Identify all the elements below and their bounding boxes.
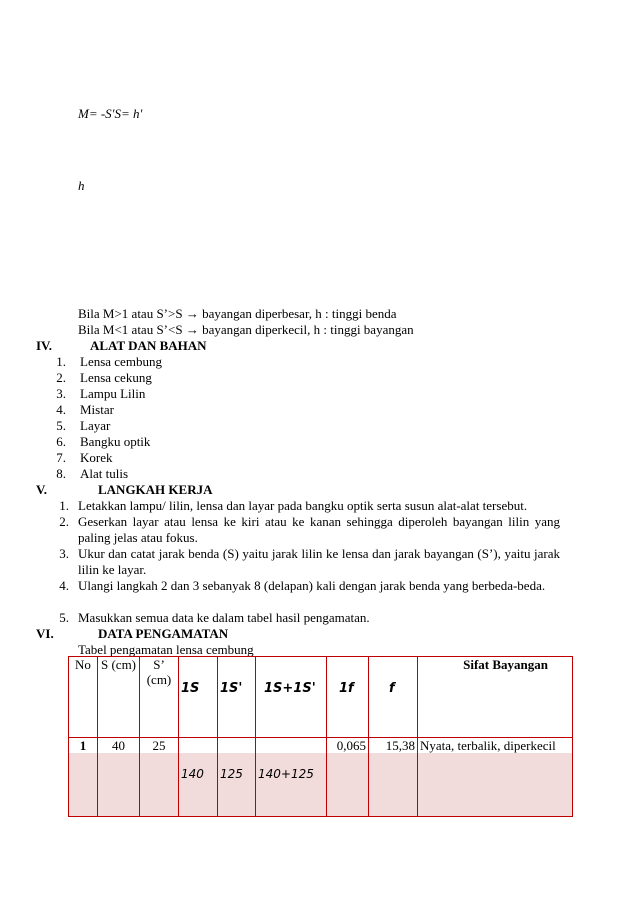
step-item: Letakkan lampu/ lilin, lensa dan layar pada bangku optik serta susun alat-alat tersebut.: [78, 498, 528, 513]
header-sum: 1S+1S': [256, 657, 327, 738]
cell-sifat: Nyata, terbalik, diperkecil: [418, 738, 573, 754]
list-item: Korek: [80, 450, 113, 465]
list-item: Lensa cekung: [80, 370, 152, 385]
cell-f: 15,38: [369, 738, 418, 754]
header-sifat: Sifat Bayangan: [418, 657, 573, 738]
step-item: Ulangi langkah 2 dan 3 sebanyak 8 (delapan) kali dengan jarak benda yang berbeda-beda.: [78, 578, 546, 593]
cell-s: 40: [98, 738, 140, 754]
section-iv-title: ALAT DAN BAHAN: [90, 338, 207, 353]
step-item: Ukur dan catat jarak benda (S) yaitu jarak lilin ke lensa dan jarak bayangan (S’), yaitu jarak lilin ke layar.: [78, 546, 560, 577]
step-number: 5.: [59, 610, 69, 625]
cell-no: 1: [69, 738, 98, 754]
observation-table: [68, 656, 573, 817]
header-no: No: [69, 657, 98, 738]
cell-inv-s: 140: [179, 753, 218, 817]
section-v-numeral: V.: [36, 482, 47, 497]
list-item: Lensa cembung: [80, 354, 162, 369]
cell-blank: [218, 738, 256, 754]
cell-inv-s-prime: 125: [218, 753, 256, 817]
cell-blank: [179, 738, 218, 754]
list-number: 3.: [56, 386, 66, 401]
table-caption: Tabel pengamatan lensa cembung: [78, 642, 254, 657]
list-number: 7.: [56, 450, 66, 465]
section-iv-numeral: IV.: [36, 338, 53, 353]
header-f: f: [369, 657, 418, 738]
cell-inv-f: 0,065: [327, 738, 369, 754]
section-vi-title: DATA PENGAMATAN: [98, 626, 229, 641]
header-inv-s: 1S: [179, 657, 218, 738]
rule-enlarged: Bila M>1 atau S’>S → bayangan diperbesar, h : tinggi benda: [78, 306, 397, 321]
step-item: Masukkan semua data ke dalam tabel hasil pengamatan.: [78, 610, 370, 625]
formula-h: h: [78, 178, 85, 193]
cell-blank: [418, 753, 573, 817]
list-number: 2.: [56, 370, 66, 385]
table-row-continued: [69, 753, 573, 817]
list-item: Lampu Lilin: [80, 386, 146, 401]
step-number: 4.: [59, 578, 69, 593]
list-number: 6.: [56, 434, 66, 449]
table-row: [69, 738, 573, 754]
section-vi-numeral: VI.: [36, 626, 54, 641]
list-number: 8.: [56, 466, 66, 481]
header-s: S (cm): [98, 657, 140, 738]
cell-blank: [69, 753, 98, 817]
cell-blank: [369, 753, 418, 817]
list-item: Alat tulis: [80, 466, 129, 481]
list-item: Bangku optik: [80, 434, 151, 449]
list-item: Mistar: [80, 402, 114, 417]
list-number: 1.: [56, 354, 66, 369]
header-inv-s-prime: 1S': [218, 657, 256, 738]
step-item: Geserkan layar atau lensa ke kiri atau ke kanan sehingga diperoleh bayangan lilin yang paling jelas atau fokus.: [78, 514, 560, 545]
cell-blank: [140, 753, 179, 817]
cell-blank: [256, 738, 327, 754]
cell-blank: [327, 753, 369, 817]
header-s-prime: S’ (cm): [140, 657, 179, 738]
formula-magnification: M= -S'S= h': [78, 106, 143, 121]
header-inv-f: 1f: [327, 657, 369, 738]
section-v-title: LANGKAH KERJA: [98, 482, 213, 497]
table-header-row: [69, 657, 573, 738]
step-number: 2.: [59, 514, 69, 529]
step-number: 3.: [59, 546, 69, 561]
step-number: 1.: [59, 498, 69, 513]
cell-s-prime: 25: [140, 738, 179, 754]
cell-sum: 140+125: [256, 753, 327, 817]
list-number: 4.: [56, 402, 66, 417]
rule-reduced: Bila M<1 atau S’<S → bayangan diperkecil, h : tinggi bayangan: [78, 322, 414, 337]
list-item: Layar: [80, 418, 111, 433]
cell-blank: [98, 753, 140, 817]
list-number: 5.: [56, 418, 66, 433]
